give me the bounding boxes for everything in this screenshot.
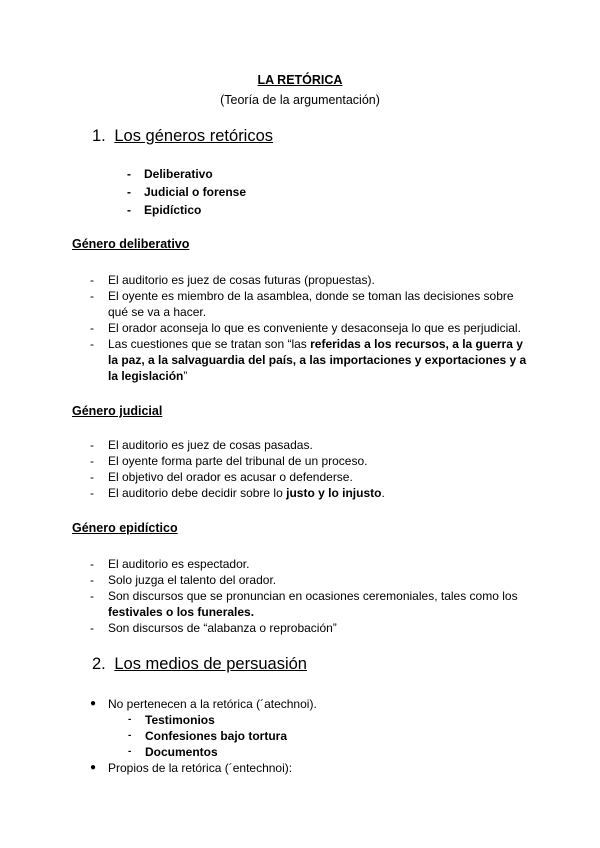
list-item: - El auditorio es juez de cosas pasadas.: [90, 438, 313, 452]
list-item: - El oyente forma parte del tribunal de un proceso.: [90, 454, 368, 468]
list-item: - Las cuestiones que se tratan son “las referidas a los recursos, a la guerra y la paz, a la salvaguardia del país, a las importaciones y exportaciones y a la legislación”: [90, 337, 527, 383]
judicial-list: [90, 437, 530, 501]
list-item: - Testimonios: [128, 713, 215, 727]
list-item: - Documentos: [128, 745, 218, 759]
subheading-judicial: Género judicial: [72, 404, 163, 418]
list-item: - El auditorio es juez de cosas futuras (propuestas).: [90, 273, 375, 287]
list-item: - Confesiones bajo tortura: [128, 729, 288, 743]
subheading-epidictico: Género epidíctico: [72, 521, 178, 535]
deliberativo-list: [90, 272, 530, 384]
list-item: - El oyente es miembro de la asamblea, donde se toman las decisiones sobre qué se va a hacer.: [90, 289, 514, 319]
bullet-icon: ●: [90, 762, 97, 773]
section-heading-medios: [92, 654, 307, 674]
list-item: - Solo juzga el talento del orador.: [90, 573, 277, 587]
section-number: 1.: [92, 127, 106, 145]
section-heading-generos: [92, 126, 273, 146]
list-item: - El objetivo del orador es acusar o defenderse.: [90, 470, 353, 484]
atechnoi-sublist: [108, 712, 530, 760]
list-item: - Judicial o forense: [127, 185, 247, 199]
list-item: - Deliberativo: [127, 167, 213, 181]
page-subtitle: (Teoría de la argumentación): [220, 93, 380, 107]
medios-list: [90, 696, 530, 776]
list-item: - Son discursos que se pronuncian en ocasiones ceremoniales, tales como los festivales o los funerales.: [90, 589, 518, 619]
list-item: - Epidíctico: [127, 203, 202, 217]
list-item: ● Propios de la retórica (´entechnoi):: [90, 761, 293, 775]
list-item: - El orador aconseja lo que es conveniente y desaconseja lo que es perjudicial.: [90, 321, 521, 335]
list-item: - El auditorio debe decidir sobre lo justo y lo injusto.: [90, 486, 385, 500]
section-title: Los géneros retóricos: [114, 127, 274, 145]
section-number: 2.: [92, 655, 106, 673]
epidictico-list: [90, 556, 530, 636]
list-item: - El auditorio es espectador.: [90, 557, 250, 571]
subheading-deliberativo: Género deliberativo: [72, 237, 190, 251]
bullet-icon: ●: [90, 698, 97, 709]
list-item: ● No pertenecen a la retórica (´atechnoi). - Testimonios - Confesiones bajo tortura - Documentos: [90, 696, 530, 760]
genre-types-list: [127, 165, 427, 219]
section-title: Los medios de persuasión: [114, 655, 307, 673]
list-item: - Son discursos de “alabanza o reprobación”: [90, 621, 337, 635]
page-title: LA RETÓRICA: [257, 73, 343, 87]
